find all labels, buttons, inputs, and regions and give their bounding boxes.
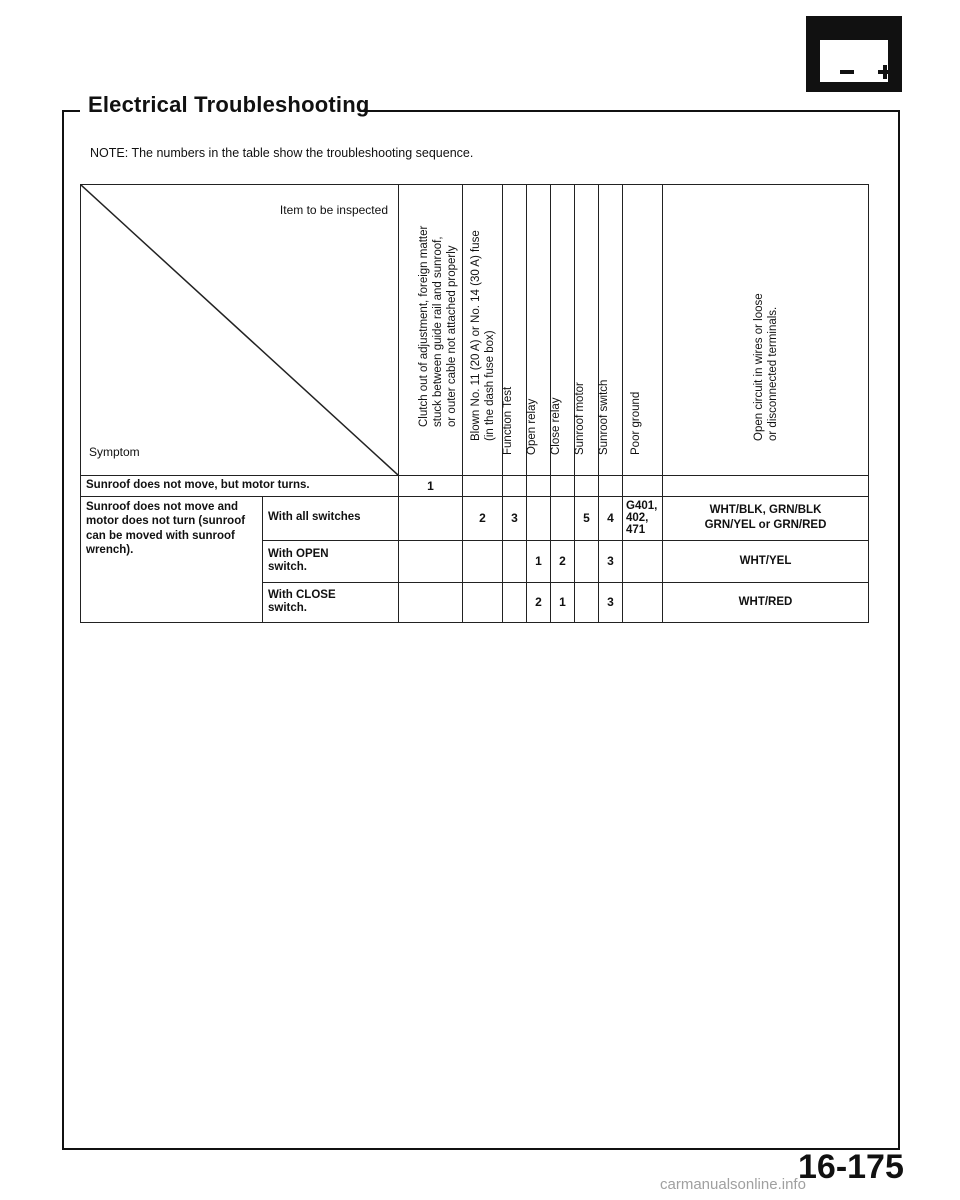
col-clutch: Clutch out of adjustment, foreign matter stuck between guide rail and sunroof, or outer cable not attached properly — [399, 185, 463, 476]
wire-cell: WHT/YEL — [663, 540, 869, 582]
symptom-cell: Sunroof does not move and motor does not turn (sunroof can be moved with sunroof wrench). — [81, 496, 263, 622]
section-title: Electrical Troubleshooting — [88, 92, 370, 117]
wire-cell: WHT/RED — [663, 582, 869, 622]
page-number: 16-175 — [798, 1148, 904, 1186]
header-corner-cell — [81, 185, 399, 476]
col-function-test: Function Test — [503, 185, 527, 476]
table-row: With OPEN switch. 1 2 3 WHT/YEL — [81, 540, 869, 582]
col-poor-ground: Poor ground — [623, 185, 663, 476]
condition-cell: With CLOSE switch. — [263, 582, 399, 622]
symptom-label: Symptom — [89, 445, 140, 459]
item-to-be-inspected-label: Item to be inspected — [279, 203, 388, 217]
troubleshooting-table — [80, 184, 869, 623]
col-sunroof-motor: Sunroof motor — [575, 185, 599, 476]
table-row: Sunroof does not move, but motor turns. 1 — [81, 476, 869, 497]
battery-icon — [806, 16, 902, 92]
wire-cell: WHT/BLK, GRN/BLK GRN/YEL or GRN/RED — [663, 496, 869, 540]
col-open-relay: Open relay — [527, 185, 551, 476]
col-close-relay: Close relay — [551, 185, 575, 476]
condition-cell: With all switches — [263, 496, 399, 540]
table-row: With CLOSE switch. 2 1 3 WHT/RED — [81, 582, 869, 622]
col-fuse: Blown No. 11 (20 A) or No. 14 (30 A) fuse (in the dash fuse box) — [463, 185, 503, 476]
col-sunroof-switch: Sunroof switch — [599, 185, 623, 476]
condition-cell: With OPEN switch. — [263, 540, 399, 582]
watermark: carmanualsonline.info — [660, 1176, 806, 1193]
col-open-circuit: Open circuit in wires or loose or disconnected terminals. — [663, 185, 869, 476]
note-text: NOTE: The numbers in the table show the troubleshooting sequence. — [90, 146, 474, 160]
ground-cell: G401, 402, 471 — [623, 496, 663, 540]
diagonal-divider — [81, 185, 398, 475]
table-row: Sunroof does not move and motor does not turn (sunroof can be moved with sunroof wrench). With all switches 2 3 5 4 G401, 402, 471 WHT/BLK, GRN/BLK GRN/YEL or GRN/RED — [81, 496, 869, 540]
symptom-cell: Sunroof does not move, but motor turns. — [81, 476, 399, 497]
